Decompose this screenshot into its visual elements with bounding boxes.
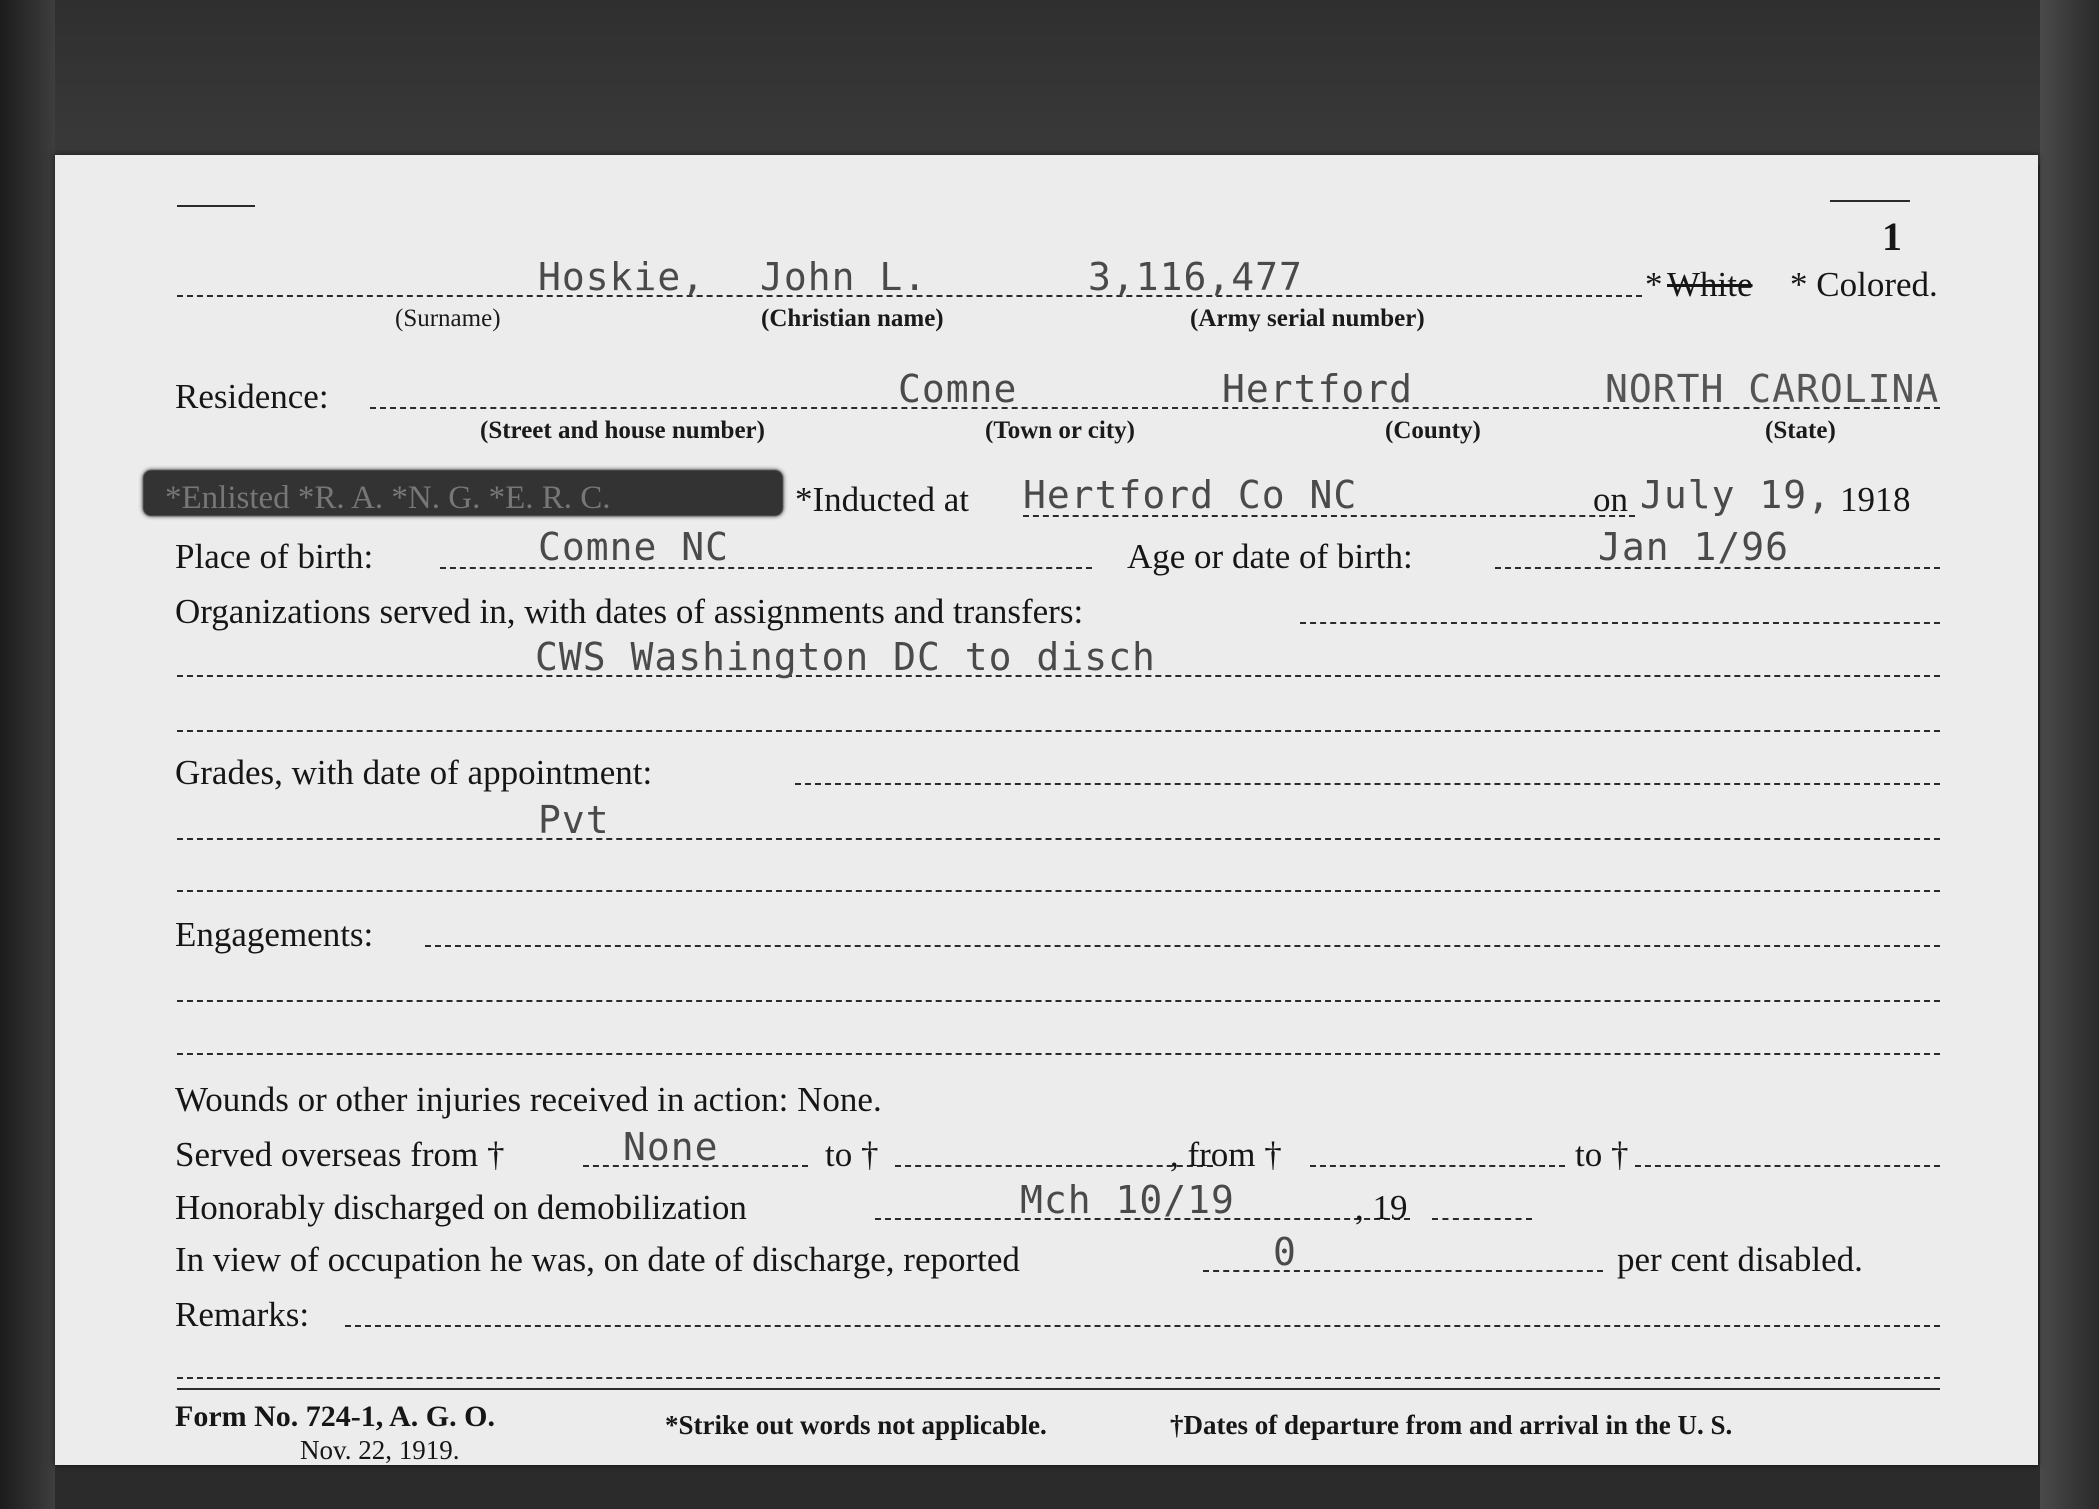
engagements-label: Engagements: [175, 915, 374, 954]
overseas-to-line-2 [1635, 1165, 1940, 1167]
age-value: Jan 1/96 [1598, 525, 1790, 569]
engagements-line-1 [425, 945, 1940, 947]
on-label: on [1593, 480, 1628, 519]
discharge-year-prefix: , 19 [1355, 1188, 1408, 1227]
disability-value: 0 [1273, 1230, 1297, 1274]
residence-label: Residence: [175, 377, 329, 416]
grades-line-2 [177, 838, 1940, 840]
race-star: * [1645, 265, 1663, 304]
service-record-card [55, 155, 2038, 1465]
residence-state-value: NORTH CAROLINA [1605, 367, 1940, 411]
top-right-rule [1830, 200, 1910, 202]
street-caption: (Street and house number) [480, 417, 765, 444]
inducted-value: Hertford Co NC [1023, 473, 1358, 517]
engagements-line-3 [177, 1053, 1940, 1055]
top-left-rule [177, 205, 255, 207]
remarks-label: Remarks: [175, 1295, 310, 1334]
overseas-from-label-2: , from † [1170, 1135, 1282, 1174]
overseas-label: Served overseas from † [175, 1135, 505, 1174]
remarks-line-1 [345, 1325, 1940, 1327]
disability-line [1203, 1270, 1603, 1272]
serial-number-value: 3,116,477 [1088, 255, 1303, 299]
serial-number-caption: (Army serial number) [1190, 305, 1425, 332]
place-of-birth-value: Comne NC [538, 525, 730, 569]
enlisted-options: *Enlisted *R. A. *N. G. *E. R. C. [165, 480, 611, 516]
residence-county-value: Hertford [1222, 367, 1414, 411]
christian-name-caption: (Christian name) [761, 305, 944, 332]
wounds-label: Wounds or other injuries received in action: None. [175, 1080, 882, 1119]
card-number: 1 [1882, 214, 1902, 259]
form-date: Nov. 22, 1919. [300, 1435, 460, 1465]
age-label: Age or date of birth: [1127, 537, 1413, 576]
discharge-label: Honorably discharged on demobilization [175, 1188, 747, 1227]
surname-value: Hoskie, [538, 255, 706, 299]
footnote-strike-out: *Strike out words not applicable. [665, 1410, 1047, 1440]
disability-label: In view of occupation he was, on date of discharge, reported [175, 1240, 1020, 1279]
inducted-label: *Inducted at [795, 480, 969, 519]
overseas-to-line-1 [895, 1165, 1213, 1167]
induction-year-prefix: 191 [1840, 480, 1893, 519]
organizations-line-1 [1300, 622, 1940, 624]
race-colored: * Colored. [1790, 265, 1938, 304]
overseas-from-line-2 [1310, 1165, 1565, 1167]
overseas-from-value: None [623, 1125, 719, 1169]
grades-value: Pvt [538, 798, 610, 842]
disability-suffix: per cent disabled. [1617, 1240, 1863, 1279]
overseas-to-label-1: to † [825, 1135, 879, 1174]
engagements-line-2 [177, 1000, 1940, 1002]
organizations-label: Organizations served in, with dates of assignments and transfers: [175, 592, 1084, 631]
organizations-value: CWS Washington DC to disch [535, 635, 1156, 679]
state-caption: (State) [1765, 417, 1836, 444]
town-caption: (Town or city) [985, 417, 1135, 444]
grades-label: Grades, with date of appointment: [175, 753, 653, 792]
surname-caption: (Surname) [395, 305, 501, 332]
remarks-line-2 [177, 1377, 1940, 1379]
race-white-struck: White [1667, 265, 1753, 304]
grades-line-1 [795, 783, 1940, 785]
residence-town-value: Comne [898, 367, 1018, 411]
grades-line-3 [177, 890, 1940, 892]
christian-name-value: John L. [760, 255, 928, 299]
county-caption: (County) [1385, 417, 1481, 444]
footnote-dates: †Dates of departure from and arrival in the U. S. [1170, 1410, 1733, 1440]
scan-background-top [0, 0, 2099, 165]
scan-background-left [0, 0, 55, 1509]
discharge-value: Mch 10/19 [1020, 1178, 1235, 1222]
place-of-birth-label: Place of birth: [175, 537, 374, 576]
organizations-line-3 [177, 730, 1940, 732]
form-number: Form No. 724-1, A. G. O. [175, 1400, 495, 1433]
footer-rule [177, 1388, 1940, 1390]
discharge-year-line [1432, 1218, 1532, 1220]
induction-year-value: 8 [1893, 480, 1911, 519]
induction-date-value: July 19, [1640, 473, 1832, 517]
overseas-to-label-2: to † [1575, 1135, 1629, 1174]
scan-background-right [2040, 0, 2099, 1509]
